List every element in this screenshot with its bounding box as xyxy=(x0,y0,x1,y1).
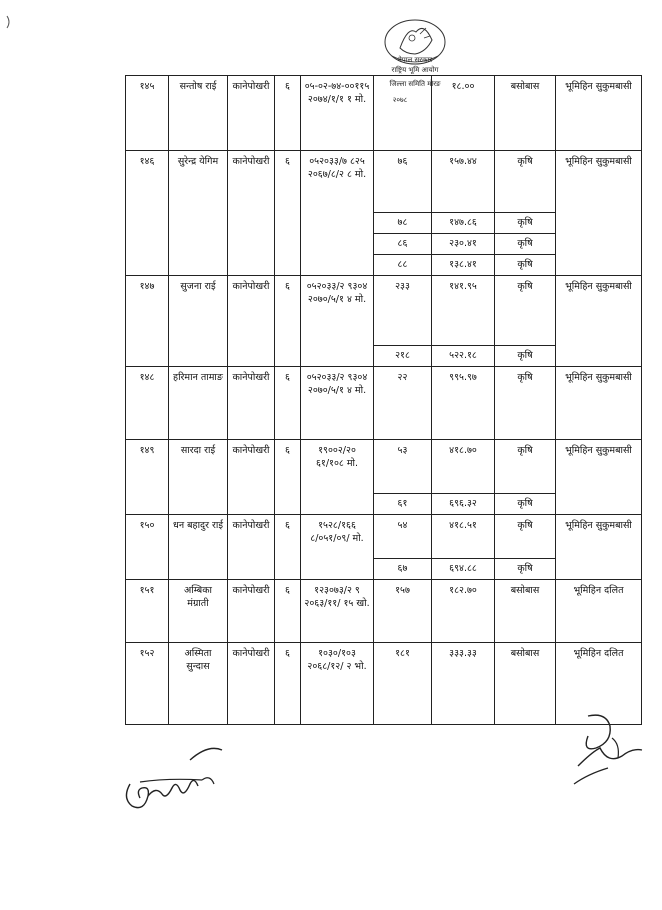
signature-left xyxy=(118,738,228,814)
ward-number: ६ xyxy=(275,580,301,643)
plot-number: ८६ xyxy=(374,234,432,255)
area-value: २३०.४१ xyxy=(432,234,495,255)
beneficiary-type: भूमिहिन सुकुमबासी xyxy=(556,76,642,151)
area-value: १४१.९५ xyxy=(432,276,495,346)
serial-number: १५२ xyxy=(126,643,169,725)
land-use: कृषि xyxy=(495,440,556,494)
plot-number: ६७ xyxy=(374,559,432,580)
land-use: कृषि xyxy=(495,151,556,213)
plot-number: ६१ xyxy=(374,494,432,515)
plot-number: २१८ xyxy=(374,346,432,367)
area-value: १८.०० xyxy=(432,76,495,151)
area-value: ३३३.३३ xyxy=(432,643,495,725)
beneficiary-type: भूमिहिन सुकुमबासी xyxy=(556,515,642,580)
person-name: धन बहादुर राई xyxy=(169,515,228,580)
ward-number: ६ xyxy=(275,367,301,440)
land-use: बसोबास xyxy=(495,76,556,151)
place-name: कानेपोखरी xyxy=(228,643,275,725)
table-row xyxy=(126,276,642,346)
serial-number: १४५ xyxy=(126,76,169,151)
citizenship-number: ०५-०२-७४-००११५ २०७४/१/१ १ मो. xyxy=(301,76,374,151)
place-name: कानेपोखरी xyxy=(228,76,275,151)
seal-line-3: जिल्ला समिति मोरङ xyxy=(389,80,441,88)
serial-number: १५१ xyxy=(126,580,169,643)
ward-number: ६ xyxy=(275,151,301,276)
plot-number: २३३ xyxy=(374,276,432,346)
table-row xyxy=(126,76,642,151)
area-value: १८२.७० xyxy=(432,580,495,643)
person-name: सुरेन्द्र येगिम xyxy=(169,151,228,276)
land-use: कृषि xyxy=(495,515,556,559)
land-use: कृषि xyxy=(495,494,556,515)
serial-number: १४९ xyxy=(126,440,169,515)
plot-number: ७८ xyxy=(374,213,432,234)
land-use: कृषि xyxy=(495,234,556,255)
plot-number: २२ xyxy=(374,367,432,440)
citizenship-number: ०५२०३३/७ ८२५ २०६७/८/२ ८ मो. xyxy=(301,151,374,276)
table-row xyxy=(126,440,642,494)
person-name: सन्तोष राई xyxy=(169,76,228,151)
table-row xyxy=(126,367,642,440)
citizenship-number: १९००२/२० ६१/१०८ मो. xyxy=(301,440,374,515)
land-use: कृषि xyxy=(495,255,556,276)
person-name: अम्बिका मंग्राती xyxy=(169,580,228,643)
land-use: बसोबास xyxy=(495,643,556,725)
table-row xyxy=(126,515,642,559)
beneficiary-type: भूमिहिन दलित xyxy=(556,643,642,725)
area-value: ४१८.७० xyxy=(432,440,495,494)
plot-number: ५४ xyxy=(374,515,432,559)
land-use: कृषि xyxy=(495,346,556,367)
serial-number: १५० xyxy=(126,515,169,580)
ward-number: ६ xyxy=(275,440,301,515)
plot-number: ८८ xyxy=(374,255,432,276)
citizenship-number: १५२८/१६६ ८/०५१/०९/ मो. xyxy=(301,515,374,580)
plot-number: ७६ xyxy=(374,151,432,213)
person-name: हरिमान तामाङ xyxy=(169,367,228,440)
land-records-table xyxy=(125,75,642,725)
place-name: कानेपोखरी xyxy=(228,276,275,367)
person-name: सारदा राई xyxy=(169,440,228,515)
plot-number: १५७ xyxy=(374,580,432,643)
beneficiary-type: भूमिहिन सुकुमबासी xyxy=(556,367,642,440)
beneficiary-type: भूमिहिन दलित xyxy=(556,580,642,643)
place-name: कानेपोखरी xyxy=(228,367,275,440)
table-row xyxy=(126,151,642,213)
land-use: कृषि xyxy=(495,276,556,346)
citizenship-number: १२३०७३/२ ९ २०६३/११/ १५ खो. xyxy=(301,580,374,643)
plot-number: १८१ xyxy=(374,643,432,725)
ward-number: ६ xyxy=(275,643,301,725)
area-value: ९९५.९७ xyxy=(432,367,495,440)
citizenship-number: ०५२०३३/२ ९३०४ २०७०/५/१ ४ मो. xyxy=(301,276,374,367)
ward-number: ६ xyxy=(275,276,301,367)
citizenship-number: ०५२०३३/२ ९३०४ २०७०/५/१ ४ मो. xyxy=(301,367,374,440)
citizenship-number: १०३०/१०३ २०६८/१२/ २ भो. xyxy=(301,643,374,725)
page-edge-mark xyxy=(6,14,12,28)
area-value: १४७.८६ xyxy=(432,213,495,234)
plot-number xyxy=(374,76,432,151)
beneficiary-type: भूमिहिन सुकुमबासी xyxy=(556,440,642,515)
land-use: बसोबास xyxy=(495,580,556,643)
area-value: १५७.४४ xyxy=(432,151,495,213)
land-use: कृषि xyxy=(495,559,556,580)
place-name: कानेपोखरी xyxy=(228,440,275,515)
person-name: अस्मिता सुन्दास xyxy=(169,643,228,725)
area-value: ५२२.१८ xyxy=(432,346,495,367)
area-value: ४१८.५१ xyxy=(432,515,495,559)
place-name: कानेपोखरी xyxy=(228,580,275,643)
place-name: कानेपोखरी xyxy=(228,151,275,276)
ward-number: ६ xyxy=(275,76,301,151)
area-value: ६९६.३२ xyxy=(432,494,495,515)
signature-right xyxy=(548,708,648,794)
beneficiary-type: भूमिहिन सुकुमबासी xyxy=(556,276,642,367)
seal-line-1: नेपाल सरकार xyxy=(397,56,433,64)
serial-number: १४७ xyxy=(126,276,169,367)
land-use: कृषि xyxy=(495,367,556,440)
person-name: सुजना राई xyxy=(169,276,228,367)
beneficiary-type: भूमिहिन सुकुमबासी xyxy=(556,151,642,276)
area-value: ६९४.८८ xyxy=(432,559,495,580)
land-use: कृषि xyxy=(495,213,556,234)
plot-number: ५३ xyxy=(374,440,432,494)
table-body xyxy=(126,76,642,725)
ward-number: ६ xyxy=(275,515,301,580)
place-name: कानेपोखरी xyxy=(228,515,275,580)
seal-line-2: राष्ट्रिय भूमि आयोग xyxy=(391,66,439,74)
seal-line-4: २०७८ xyxy=(392,96,408,104)
area-value: १३८.४१ xyxy=(432,255,495,276)
serial-number: १४८ xyxy=(126,367,169,440)
table-row xyxy=(126,580,642,643)
serial-number: १४६ xyxy=(126,151,169,276)
